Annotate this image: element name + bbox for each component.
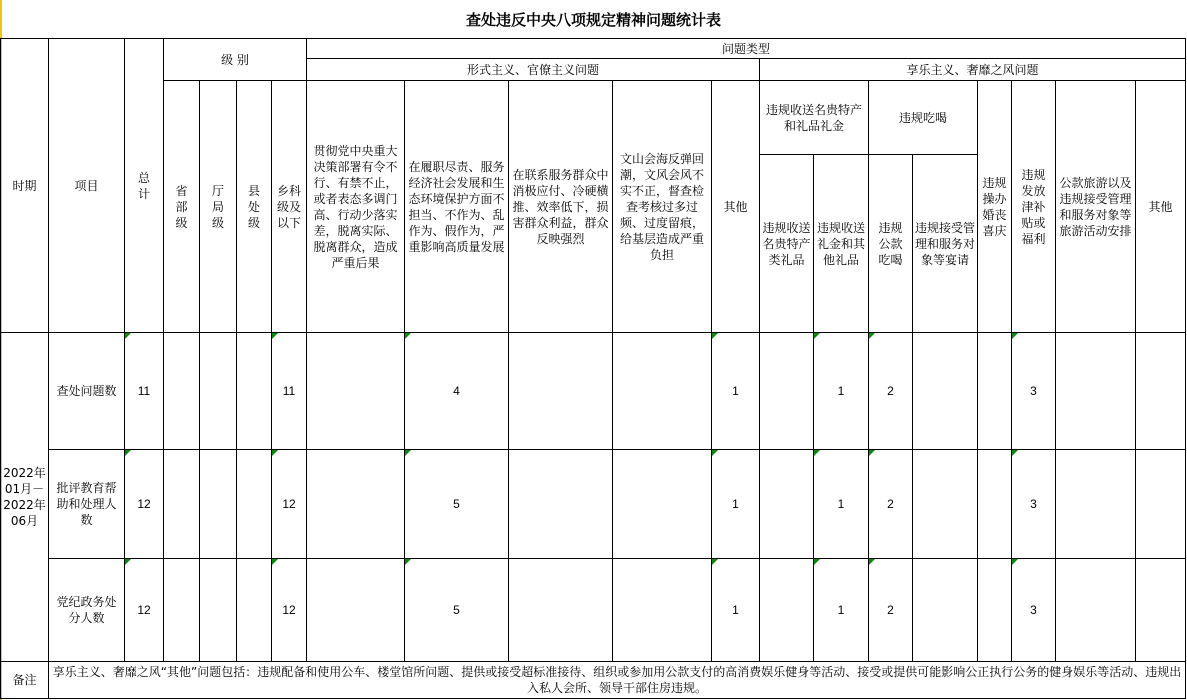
row-1-travel — [1056, 333, 1136, 450]
green-triangle-marker — [814, 559, 820, 565]
table-title: 查处违反中央八项规定精神问题统计表 — [2, 0, 1185, 39]
row-1-other — [1136, 333, 1186, 450]
row-1-formalism-other: 1 — [712, 333, 760, 450]
green-triangle-marker — [712, 559, 718, 565]
green-triangle-marker — [272, 333, 278, 339]
green-triangle-marker — [125, 559, 131, 565]
header-level-county: 县处级 — [237, 81, 272, 333]
row-1-level-township: 11 — [272, 333, 307, 450]
header-dining-col-1: 违规公款吃喝 — [869, 155, 913, 333]
header-formalism-col-1: 贯彻党中央重大决策部署有令不行、有禁不止，或者表态多调门高、行动少落实差，脱离实际、脱离群众，造成严重后果 — [307, 81, 405, 333]
row-1-level-province — [164, 333, 200, 450]
row-3-gift-2: 1 — [814, 559, 869, 662]
header-gift-col-2: 违规收送礼金和其他礼品 — [814, 155, 869, 333]
row-3-level-bureau — [200, 559, 237, 662]
header-formalism-other: 其他 — [712, 81, 760, 333]
row-3-formalism-3 — [509, 559, 613, 662]
row-1-formalism-3 — [509, 333, 613, 450]
row-1-allowance: 3 — [1012, 333, 1056, 450]
row-3-formalism-4 — [613, 559, 712, 662]
row-3-formalism-other: 1 — [712, 559, 760, 662]
statistics-table — [0, 38, 1186, 699]
row-3-wedding — [978, 559, 1012, 662]
row-3-travel — [1056, 559, 1136, 662]
header-hedonism: 享乐主义、奢靡之风问题 — [760, 59, 1186, 81]
row-3-other — [1136, 559, 1186, 662]
header-item: 项目 — [49, 39, 125, 333]
row-1-formalism-2: 4 — [405, 333, 509, 450]
row-2-level-province — [164, 450, 200, 559]
green-triangle-marker — [814, 450, 820, 456]
remark-label: 备注 — [1, 662, 49, 699]
row-2-gift-1 — [760, 450, 814, 559]
header-formalism-col-4: 文山会海反弹回潮，文风会风不实不正，督查检查考核过多过频、过度留痕，给基层造成严重负担 — [613, 81, 712, 333]
row-2-wedding — [978, 450, 1012, 559]
header-dining-group: 违规吃喝 — [869, 81, 978, 155]
green-triangle-marker — [1012, 559, 1018, 565]
row-2-formalism-other: 1 — [712, 450, 760, 559]
row-item-3: 党纪政务处分人数 — [49, 559, 125, 662]
header-formalism-col-3: 在联系服务群众中消极应付、冷硬横推、效率低下，损害群众利益，群众反映强烈 — [509, 81, 613, 333]
row-2-gift-2: 1 — [814, 450, 869, 559]
header-dining-col-2: 违规接受管理和服务对象等宴请 — [913, 155, 978, 333]
green-triangle-marker — [405, 559, 411, 565]
green-triangle-marker — [272, 450, 278, 456]
row-2-level-county — [237, 450, 272, 559]
header-gift-group: 违规收送名贵特产和礼品礼金 — [760, 81, 869, 155]
green-triangle-marker — [712, 450, 718, 456]
header-hedonism-other: 其他 — [1136, 81, 1186, 333]
row-2-total: 12 — [125, 450, 164, 559]
row-2-formalism-1 — [307, 450, 405, 559]
header-wedding: 违规操办婚丧喜庆 — [978, 81, 1012, 333]
row-1-wedding — [978, 333, 1012, 450]
row-1-level-county — [237, 333, 272, 450]
remark-text: 享乐主义、奢靡之风“其他”问题包括：违规配备和使用公车、楼堂馆所问题、提供或接受超标准接待、组织或参加用公款支付的高消费娱乐健身等活动、接受或提供可能影响公正执行公务的健身娱乐等活动、违规出入私人会所、领导干部住房违规。 — [49, 662, 1186, 699]
row-2-formalism-4 — [613, 450, 712, 559]
green-triangle-marker — [869, 559, 875, 565]
green-triangle-marker — [1012, 450, 1018, 456]
period-cell: 2022年01月－2022年06月 — [1, 333, 49, 662]
row-1-formalism-1 — [307, 333, 405, 450]
header-formalism: 形式主义、官僚主义问题 — [307, 59, 760, 81]
row-3-allowance: 3 — [1012, 559, 1056, 662]
header-total: 总计 — [125, 39, 164, 333]
row-1-formalism-4 — [613, 333, 712, 450]
header-travel: 公款旅游以及违规接受管理和服务对象等旅游活动安排 — [1056, 81, 1136, 333]
green-triangle-marker — [405, 450, 411, 456]
header-gift-col-1: 违规收送名贵特产类礼品 — [760, 155, 814, 333]
row-3-total: 12 — [125, 559, 164, 662]
row-2-other — [1136, 450, 1186, 559]
header-period: 时期 — [1, 39, 49, 333]
row-2-level-township: 12 — [272, 450, 307, 559]
header-allowance: 违规发放津补贴或福利 — [1012, 81, 1056, 333]
row-2-formalism-2: 5 — [405, 450, 509, 559]
row-1-level-bureau — [200, 333, 237, 450]
green-triangle-marker — [869, 450, 875, 456]
row-1-dining-1: 2 — [869, 333, 913, 450]
green-triangle-marker — [1012, 333, 1018, 339]
header-problem-type: 问题类型 — [307, 39, 1186, 59]
row-2-dining-1: 2 — [869, 450, 913, 559]
row-3-level-province — [164, 559, 200, 662]
row-1-gift-1 — [760, 333, 814, 450]
header-level: 级 别 — [164, 39, 307, 81]
green-triangle-marker — [869, 333, 875, 339]
header-level-township: 乡科级及以下 — [272, 81, 307, 333]
row-item-2: 批评教育帮助和处理人数 — [49, 450, 125, 559]
row-2-formalism-3 — [509, 450, 613, 559]
row-3-level-county — [237, 559, 272, 662]
header-formalism-col-2: 在履职尽责、服务经济社会发展和生态环境保护方面不担当、不作为、乱作为、假作为，严重影响高质量发展 — [405, 81, 509, 333]
row-2-level-bureau — [200, 450, 237, 559]
row-2-dining-2 — [913, 450, 978, 559]
row-1-dining-2 — [913, 333, 978, 450]
green-triangle-marker — [712, 333, 718, 339]
row-1-gift-2: 1 — [814, 333, 869, 450]
green-triangle-marker — [814, 333, 820, 339]
row-item-1: 查处问题数 — [49, 333, 125, 450]
row-3-formalism-2: 5 — [405, 559, 509, 662]
row-3-formalism-1 — [307, 559, 405, 662]
green-triangle-marker — [272, 559, 278, 565]
row-3-level-township: 12 — [272, 559, 307, 662]
row-2-travel — [1056, 450, 1136, 559]
row-3-dining-2 — [913, 559, 978, 662]
green-triangle-marker — [125, 333, 131, 339]
green-triangle-marker — [125, 450, 131, 456]
row-3-dining-1: 2 — [869, 559, 913, 662]
green-triangle-marker — [405, 333, 411, 339]
row-3-gift-1 — [760, 559, 814, 662]
header-level-province: 省部级 — [164, 81, 200, 333]
row-1-total: 11 — [125, 333, 164, 450]
row-2-allowance: 3 — [1012, 450, 1056, 559]
header-level-bureau: 厅局级 — [200, 81, 237, 333]
